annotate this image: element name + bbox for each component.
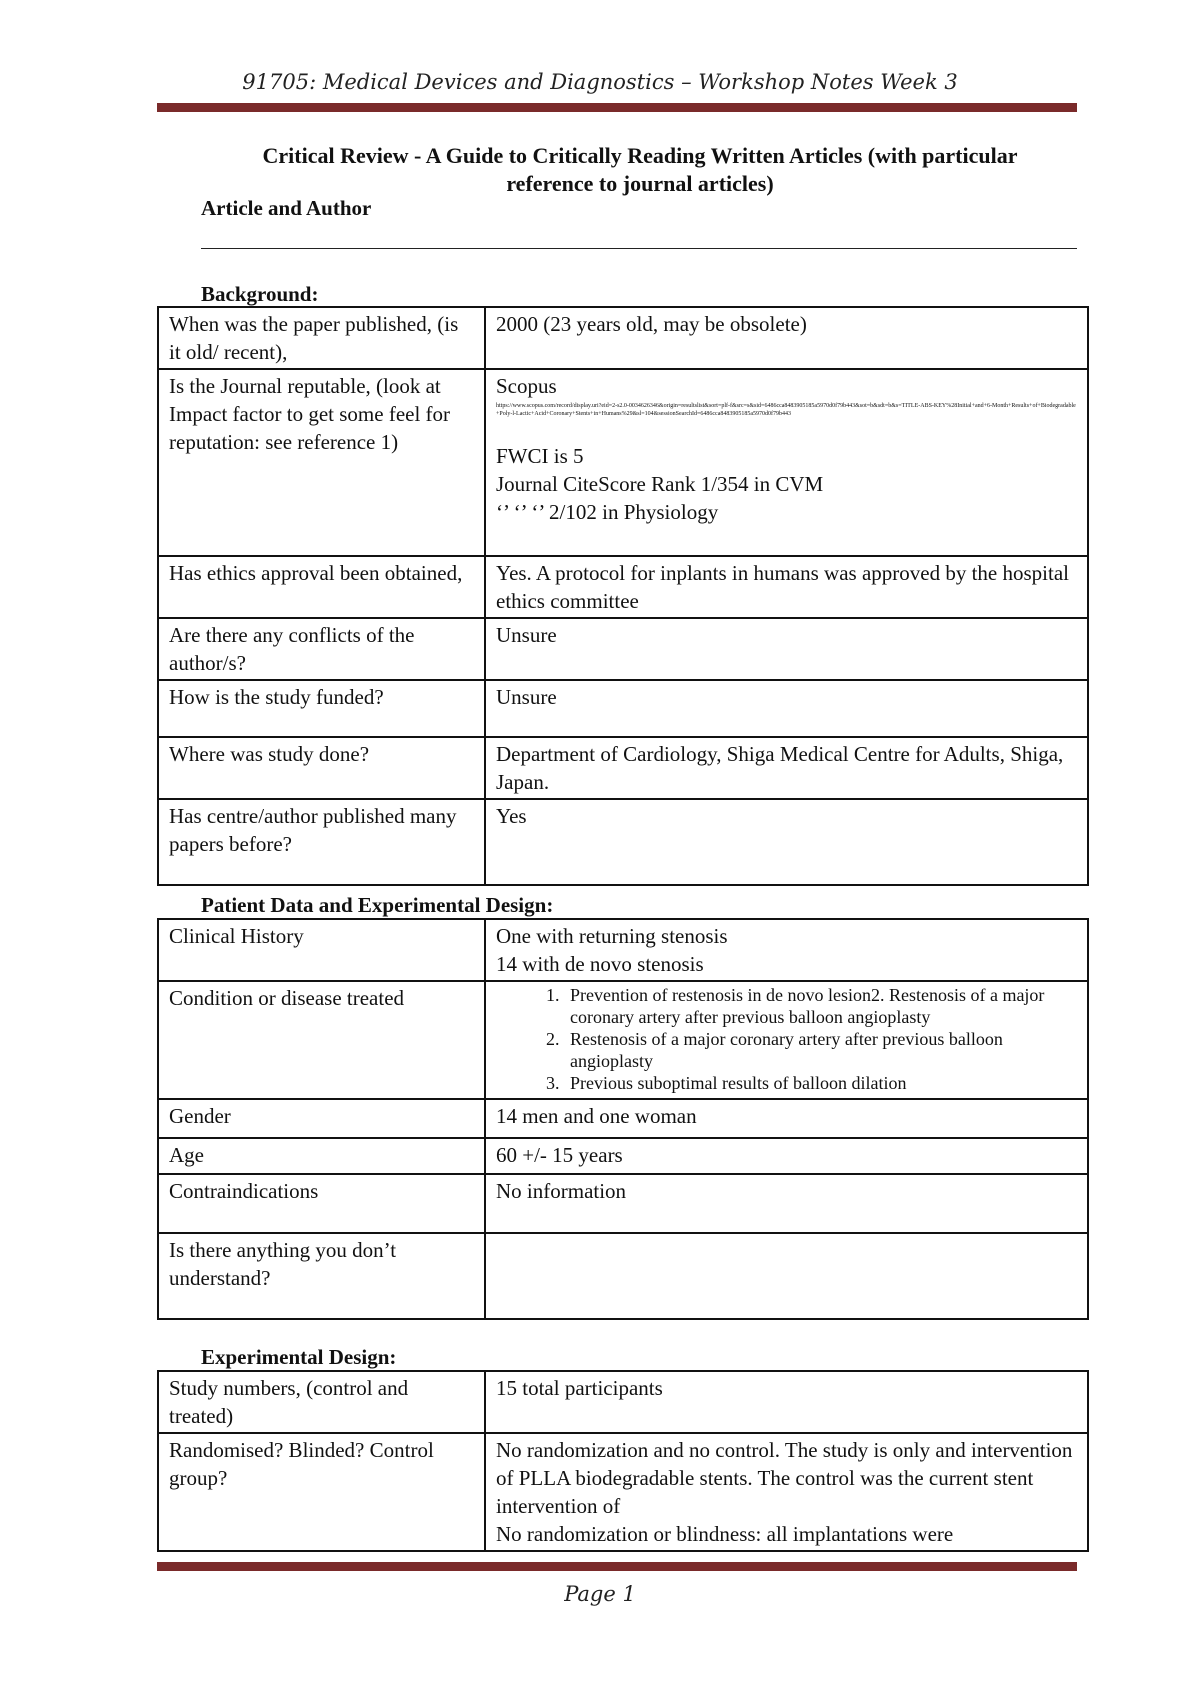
question-cell: Is there anything you don’t understand? <box>158 1233 485 1319</box>
answer-cell: Department of Cardiology, Shiga Medical Centre for Adults, Shiga, Japan. <box>485 737 1088 799</box>
question-cell: When was the paper published, (is it old/ recent), <box>158 307 485 369</box>
table-row <box>158 1433 1088 1551</box>
title-line-2: reference to journal articles) <box>506 171 774 196</box>
answer-cell <box>485 1233 1088 1319</box>
table-row <box>158 919 1088 981</box>
experimental-design-table <box>157 1370 1089 1552</box>
question-cell: Gender <box>158 1099 485 1138</box>
table-row <box>158 799 1088 885</box>
history-line: One with returning stenosis <box>496 924 728 948</box>
answer-line: No randomization or blindness: all implantations were <box>496 1522 954 1546</box>
answer-cell <box>485 919 1088 981</box>
question-cell: Has centre/author published many papers before? <box>158 799 485 885</box>
table-row <box>158 1099 1088 1138</box>
metric-line: Journal CiteScore Rank 1/354 in CVM <box>496 472 824 496</box>
experimental-design-label: Experimental Design: <box>201 1345 397 1369</box>
question-cell: How is the study funded? <box>158 680 485 737</box>
question-cell: Has ethics approval been obtained, <box>158 556 485 618</box>
metric-line: FWCI is 5 <box>496 444 584 468</box>
list-item: 1. Prevention of restenosis in de novo lesion2. Restenosis of a major coronary artery after previous balloon angioplasty <box>564 984 1077 1028</box>
question-cell: Study numbers, (control and treated) <box>158 1371 485 1433</box>
answer-cell: Unsure <box>485 680 1088 737</box>
table-row <box>158 307 1088 369</box>
article-author-line <box>201 248 1077 249</box>
table-row <box>158 618 1088 680</box>
list-item: 3. Previous suboptimal results of balloon dilation <box>564 1072 1077 1094</box>
table-row <box>158 1138 1088 1174</box>
list-item: 2. Restenosis of a major coronary artery after previous balloon angioplasty <box>564 1028 1077 1072</box>
question-cell: Contraindications <box>158 1174 485 1233</box>
header-rule <box>157 103 1077 112</box>
answer-line: No randomization and no control. The study is only and intervention of PLLA biodegradable stents. The control was the current stent intervention of <box>496 1438 1073 1518</box>
question-cell: Condition or disease treated <box>158 981 485 1099</box>
answer-cell: Yes <box>485 799 1088 885</box>
spacer <box>496 422 1077 442</box>
background-table <box>157 306 1089 886</box>
question-cell: Are there any conflicts of the author/s? <box>158 618 485 680</box>
answer-cell <box>485 981 1088 1099</box>
answer-cell: Yes. A protocol for inplants in humans was approved by the hospital ethics committee <box>485 556 1088 618</box>
condition-list <box>496 984 1077 1094</box>
question-cell: Age <box>158 1138 485 1174</box>
table-row <box>158 737 1088 799</box>
answer-cell: 60 +/- 15 years <box>485 1138 1088 1174</box>
page-number: Page 1 <box>564 1582 636 1606</box>
history-line: 14 with de novo stenosis <box>496 952 704 976</box>
document-title <box>200 142 1080 198</box>
footer-rule <box>157 1562 1077 1571</box>
question-cell: Clinical History <box>158 919 485 981</box>
answer-cell: 15 total participants <box>485 1371 1088 1433</box>
table-row <box>158 680 1088 737</box>
answer-cell: No information <box>485 1174 1088 1233</box>
page-header: 91705: Medical Devices and Diagnostics – Workshop Notes Week 3 <box>242 70 958 94</box>
table-row <box>158 369 1088 556</box>
patient-data-label: Patient Data and Experimental Design: <box>201 893 554 917</box>
answer-cell <box>485 1433 1088 1551</box>
question-cell: Where was study done? <box>158 737 485 799</box>
question-cell: Is the Journal reputable, (look at Impact factor to get some feel for reputation: see reference 1) <box>158 369 485 556</box>
table-row <box>158 1233 1088 1319</box>
answer-cell: 2000 (23 years old, may be obsolete) <box>485 307 1088 369</box>
table-row <box>158 981 1088 1099</box>
answer-cell: Unsure <box>485 618 1088 680</box>
scopus-link[interactable]: https://www.scopus.com/record/display.uri?eid=2-s2.0-0034626346&origin=resultslist&sort=plf-f&src=s&sid=6486cca8483905185a5970d0f79b443&sot=b&sdt=b&s=TITLE-ABS-KEY%28Initial+and+6-Month+Results+of+Biodegradable+Poly-l-Lactic+Acid+Coronary+Stents+in+Humans%29&sl=104&sessionSearchId=6486cca8483905185a5970d0f79b443 <box>496 403 1076 417</box>
table-row <box>158 1174 1088 1233</box>
answer-cell: 14 men and one woman <box>485 1099 1088 1138</box>
title-line-1: Critical Review - A Guide to Critically Reading Written Articles (with particular <box>262 143 1018 168</box>
background-label: Background: <box>201 282 319 306</box>
source-text: Scopus <box>496 374 557 398</box>
patient-data-table <box>157 918 1089 1320</box>
answer-cell <box>485 369 1088 556</box>
table-row <box>158 556 1088 618</box>
table-row <box>158 1371 1088 1433</box>
metric-line: ‘’ ‘’ ‘’ 2/102 in Physiology <box>496 500 719 524</box>
article-author-label: Article and Author <box>201 196 372 220</box>
question-cell: Randomised? Blinded? Control group? <box>158 1433 485 1551</box>
